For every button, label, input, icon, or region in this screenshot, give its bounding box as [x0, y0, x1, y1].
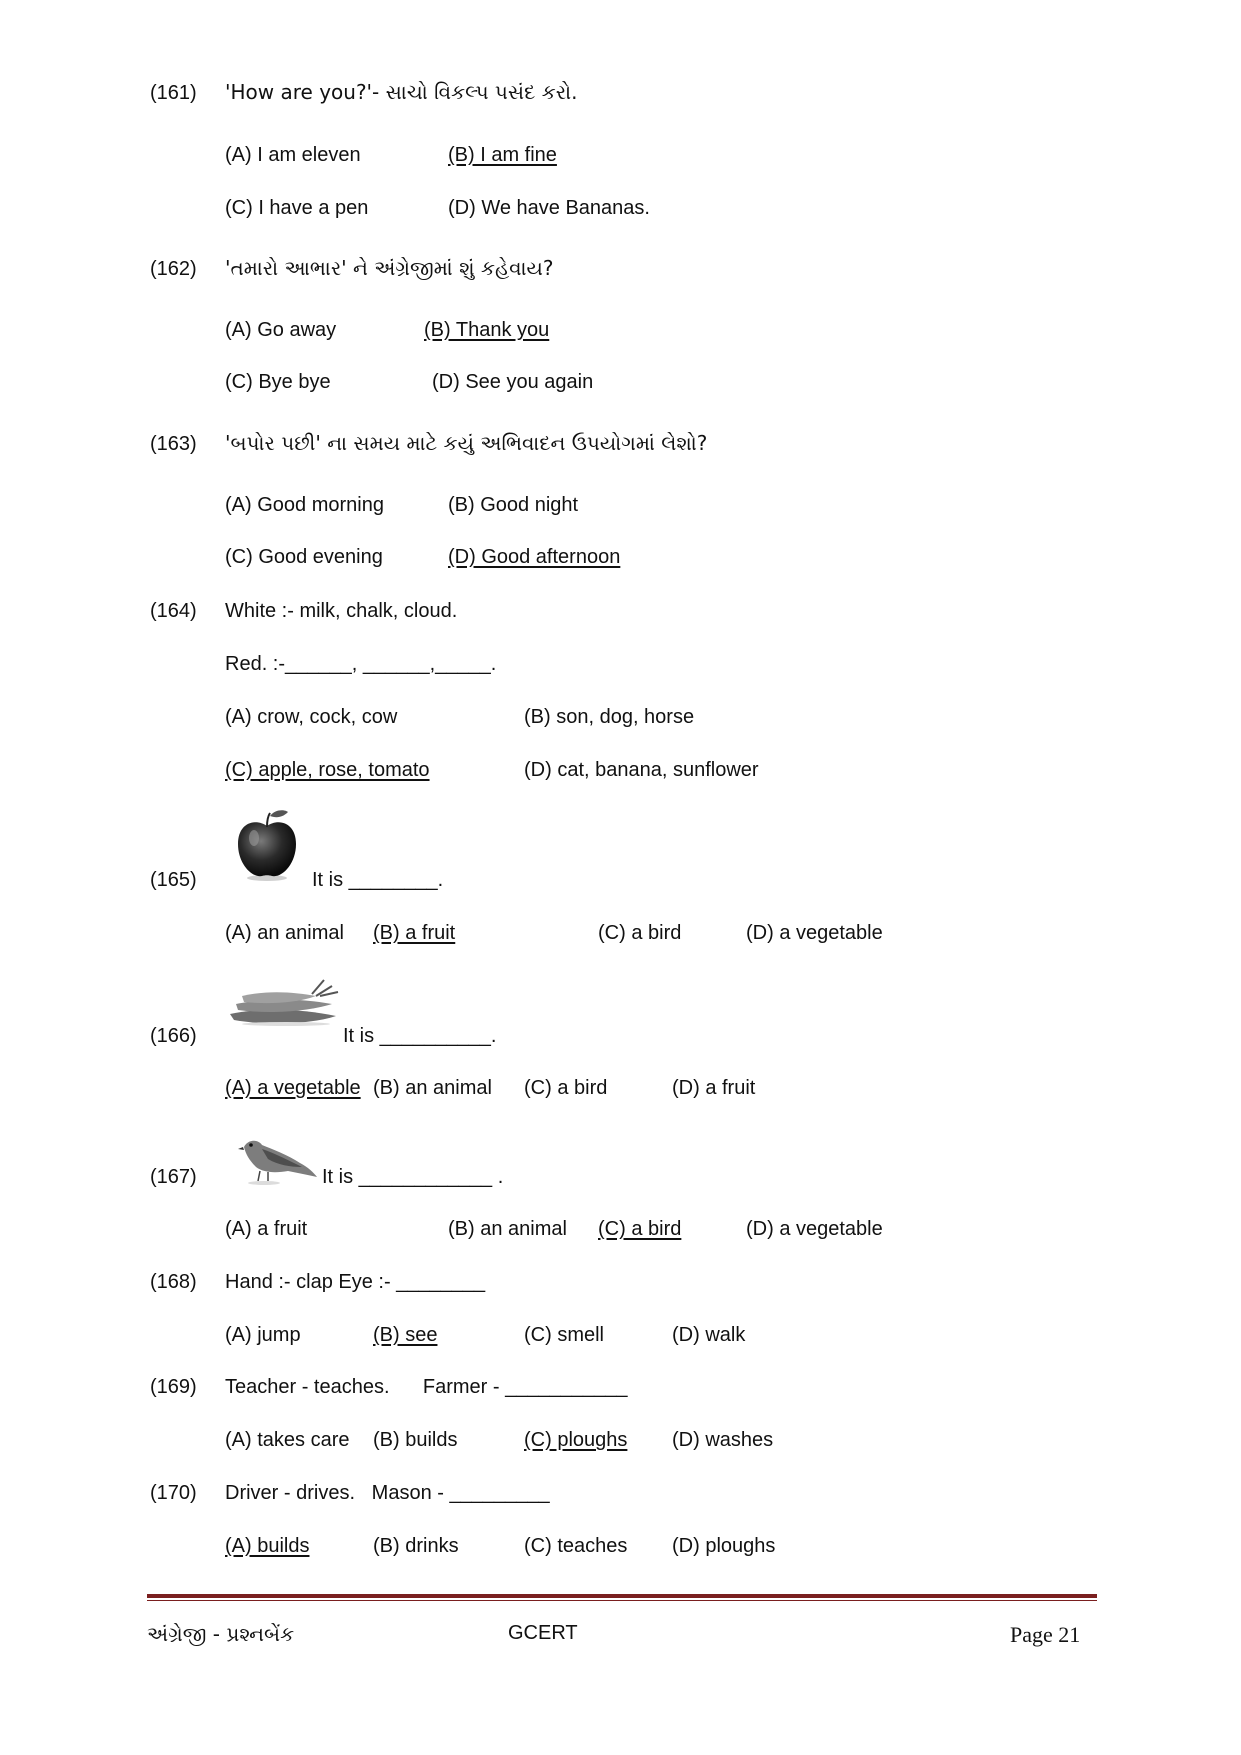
option-c: (C) a bird: [524, 1077, 608, 1099]
question-number: (166): [150, 1025, 197, 1047]
option-c-correct: (C) ploughs: [524, 1429, 628, 1451]
question-number: (164): [150, 600, 197, 622]
option-a: (A) takes care: [225, 1429, 350, 1451]
question-prompt: 'તમારો આભાર' ને અંગ્રેજીમાં શું કહેવાય?: [225, 256, 554, 280]
option-c: (C) smell: [524, 1324, 604, 1346]
option-a: (A) a fruit: [225, 1218, 308, 1240]
option-b-correct: (B) I am fine: [448, 144, 557, 166]
footer-page-number: Page 21: [1010, 1622, 1081, 1647]
question-line2: Red. :-______, ______,_____.: [225, 653, 497, 675]
option-d: (D) a vegetable: [746, 1218, 883, 1240]
option-b: (B) son, dog, horse: [524, 706, 695, 728]
footer-publisher: GCERT: [508, 1622, 578, 1644]
option-a: (A) Good morning: [225, 494, 384, 516]
question-number: (163): [150, 433, 197, 455]
option-c: (C) teaches: [524, 1535, 628, 1557]
option-c: (C) I have a pen: [225, 197, 369, 219]
option-a: (A) crow, cock, cow: [225, 706, 398, 728]
option-a: (A) an animal: [225, 922, 344, 944]
question-number: (167): [150, 1166, 197, 1188]
option-a: (A) Go away: [225, 319, 337, 341]
option-a-correct: (A) a vegetable: [225, 1077, 361, 1099]
option-b-correct: (B) a fruit: [373, 922, 456, 944]
option-a: (A) I am eleven: [225, 144, 361, 166]
question-prompt: Driver - drives. Mason - _________: [225, 1482, 550, 1504]
footer-rule-thick: [147, 1594, 1097, 1598]
question-number: (162): [150, 258, 197, 280]
option-d: (D) a fruit: [672, 1077, 756, 1099]
question-prompt: White :- milk, chalk, cloud.: [225, 600, 458, 622]
question-prompt: Hand :- clap Eye :- ________: [225, 1271, 486, 1293]
option-a-correct: (A) builds: [225, 1535, 310, 1557]
question-number: (161): [150, 82, 197, 104]
option-d: (D) cat, banana, sunflower: [524, 759, 759, 781]
option-b: (B) Good night: [448, 494, 579, 516]
question-number: (168): [150, 1271, 197, 1293]
option-b: (B) drinks: [373, 1535, 459, 1557]
question-prompt: It is ________.: [312, 869, 444, 891]
option-c: (C) a bird: [598, 922, 682, 944]
question-prompt: Teacher - teaches. Farmer - ___________: [225, 1376, 628, 1398]
option-b: (B) builds: [373, 1429, 458, 1451]
option-d: (D) walk: [672, 1324, 746, 1346]
question-number: (169): [150, 1376, 197, 1398]
footer-rule-thin: [147, 1600, 1097, 1601]
option-b: (B) an animal: [448, 1218, 567, 1240]
sparrow-picture: [238, 1133, 318, 1187]
apple-picture: [234, 808, 300, 882]
question-number: (170): [150, 1482, 197, 1504]
question-prompt: 'How are you?'- સાચો વિકલ્પ પસંદ કરો.: [225, 80, 578, 104]
option-a: (A) jump: [225, 1324, 301, 1346]
question-prompt: 'બપોર પછી' ના સમય માટે કયું અભિવાદન ઉપયોગમાં લેશો?: [225, 431, 708, 455]
option-d: (D) washes: [672, 1429, 774, 1451]
question-prompt: It is ____________ .: [322, 1166, 504, 1188]
option-c: (C) Good evening: [225, 546, 383, 568]
option-d: (D) We have Bananas.: [448, 197, 650, 219]
option-d-correct: (D) Good afternoon: [448, 546, 621, 568]
question-prompt: It is __________.: [343, 1025, 497, 1047]
option-d: (D) See you again: [432, 371, 594, 393]
carrots-picture: [228, 978, 344, 1026]
option-c-correct: (C) apple, rose, tomato: [225, 759, 430, 781]
option-d: (D) ploughs: [672, 1535, 776, 1557]
option-b-correct: (B) Thank you: [424, 319, 550, 341]
option-d: (D) a vegetable: [746, 922, 883, 944]
option-b: (B) an animal: [373, 1077, 492, 1099]
option-c-correct: (C) a bird: [598, 1218, 682, 1240]
option-b-correct: (B) see: [373, 1324, 438, 1346]
option-c: (C) Bye bye: [225, 371, 331, 393]
footer-subject: અંગ્રેજી - પ્રશ્નબેંક: [147, 1622, 295, 1646]
question-number: (165): [150, 869, 197, 891]
